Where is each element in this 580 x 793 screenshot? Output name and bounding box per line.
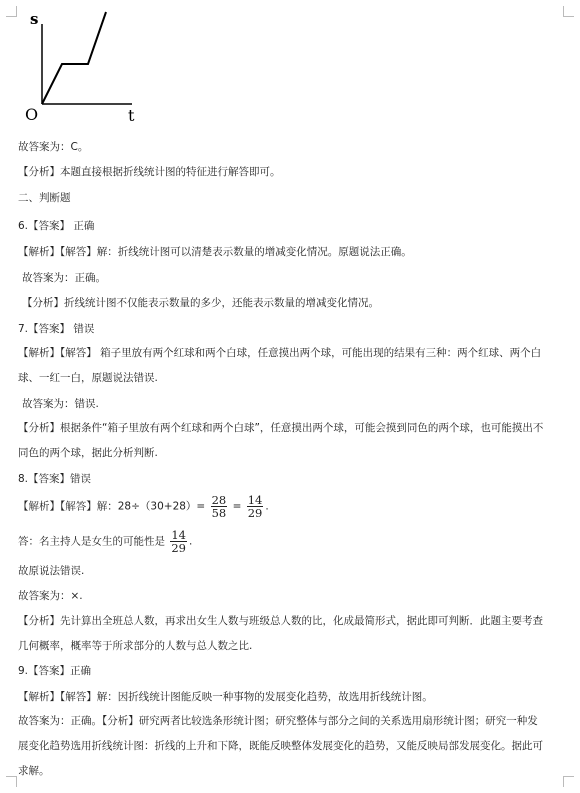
distance-time-graph <box>14 2 144 126</box>
fraction-14-29 <box>247 494 264 519</box>
q9-answer: 9.【答案】正确 <box>18 665 92 677</box>
q7-final: 故答案为：错误. <box>22 398 99 410</box>
fraction-14-29 <box>170 529 187 554</box>
q8-analysis: 【分析】先计算出全班总人数，再求出女生人数与班级总人数的比，化成最简形式，据此即可判断．此题主要考查几何概率，概率等于所求部分的人数与总人数之比. <box>18 615 543 652</box>
q8-explanation-text: 【解析】【解答】解：28÷（30+28）= <box>18 500 206 513</box>
fraction-numerator: 14 <box>171 528 186 542</box>
fraction-numerator: 14 <box>247 493 263 507</box>
q7-analysis: 【分析】根据条件“箱子里放有两个红球和两个白球”，任意摸出两个球，可能会摸到同色的两个球，也可能摸出不同色的两个球，据此分析判断. <box>18 422 544 459</box>
period: . <box>265 500 269 513</box>
x-axis-label: t <box>128 106 135 125</box>
section-heading: 二、判断题 <box>18 192 71 204</box>
q8-conclusion <box>18 529 192 554</box>
fraction-28-58 <box>211 494 228 519</box>
q6-final: 故答案为：正确。 <box>22 272 106 284</box>
q6-answer: 6.【答案】 正确 <box>18 220 95 232</box>
analysis-line: 【分析】本题直接根据折线统计图的特征进行解答即可。 <box>18 166 281 178</box>
q7-answer: 7.【答案】 错误 <box>18 323 95 335</box>
equals-sign: = <box>232 500 242 513</box>
q7-explanation: 【解析】【解答】 箱子里放有两个红球和两个白球，任意摸出两个球，可能出现的结果有三种：两个红球、两个白球、一红一白，原题说法错误. <box>18 347 542 384</box>
y-axis-label: s <box>30 10 39 28</box>
answer-line: 故答案为：C。 <box>18 141 89 153</box>
q9-final-analysis: 故答案为：正确。【分析】研究两者比较选条形统计图；研究整体与部分之间的关系选用扇形统计图；研究一种发展变化趋势选用折线统计图：折线的上升和下降，既能反映整体发展变化的趋势，又能反映局部发展变化。据此可求解。 <box>18 715 543 777</box>
q8-conclusion-text: 答：名主持人是女生的可能性是 <box>18 535 165 548</box>
graph-svg <box>14 2 144 126</box>
fraction-numerator: 28 <box>211 493 227 507</box>
origin-label: O <box>25 105 39 124</box>
fraction-denominator: 29 <box>171 541 186 555</box>
q9-explanation: 【解析】【解答】解：因折线统计图能反映一种事物的发展变化趋势，故选用折线统计图。 <box>18 691 433 703</box>
graph-line <box>42 12 106 104</box>
q6-explanation: 【解析】【解答】解：折线统计图可以清楚表示数量的增减变化情况。原题说法正确。 <box>18 246 412 258</box>
q8-answer: 8.【答案】错误 <box>18 473 92 485</box>
q8-final: 故答案为：×. <box>18 590 83 602</box>
q6-analysis: 【分析】折线统计图不仅能表示数量的多少，还能表示数量的增减变化情况。 <box>22 297 379 309</box>
page-corner-mark <box>563 6 574 17</box>
page-corner-mark <box>563 776 574 787</box>
page-corner-mark <box>6 776 17 787</box>
q8-explanation <box>18 494 269 519</box>
q8-judgement: 故原说法错误. <box>18 565 85 577</box>
period: . <box>188 535 193 548</box>
fraction-denominator: 29 <box>247 506 263 520</box>
fraction-denominator: 58 <box>211 506 227 520</box>
